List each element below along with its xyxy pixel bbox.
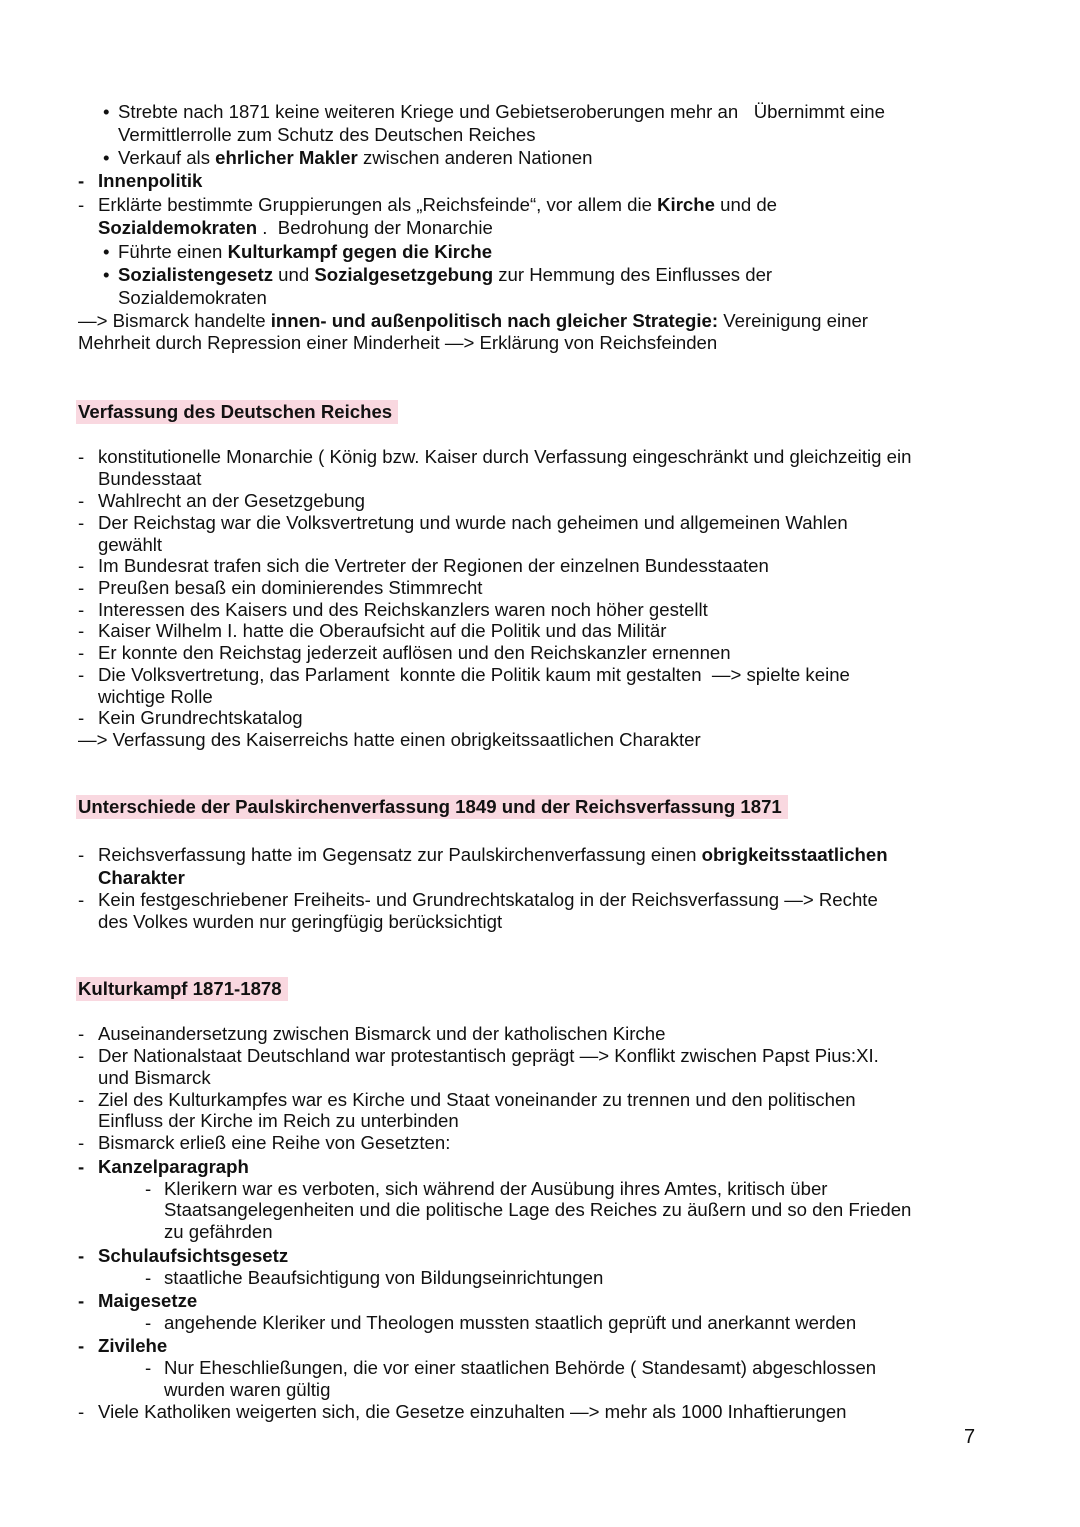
line-text — [98, 1023, 665, 1045]
line-text — [98, 446, 911, 468]
line-text — [164, 1221, 273, 1243]
line-text — [98, 555, 769, 577]
line-text — [98, 911, 502, 933]
line-text — [98, 217, 493, 239]
line-text — [98, 1045, 879, 1067]
line-text — [98, 1335, 167, 1357]
line-text — [118, 241, 492, 263]
text-segment: Bundesstaat — [98, 468, 202, 489]
text-segment: Interessen des Kaisers und des Reichskanzlers waren noch höher gestellt — [98, 599, 708, 620]
bold-text: ehrlicher Makler — [215, 147, 358, 168]
dash-marker: - — [145, 1267, 152, 1288]
text-segment: und Bismarck — [98, 1067, 211, 1088]
text-segment: Viele Katholiken weigerten sich, die Gesetze einzuhalten —> mehr als 1000 Inhaftierungen — [98, 1401, 847, 1422]
line-text — [98, 889, 878, 911]
text-segment: Einfluss der Kirche im Reich zu unterbinden — [98, 1110, 459, 1131]
line-text — [98, 512, 848, 534]
text-segment: Erklärte bestimmte Gruppierungen als „Reichsfeinde“, vor allem die — [98, 194, 658, 215]
line-text — [118, 264, 772, 286]
bold-text: Sozialdemokraten — [98, 217, 258, 238]
bold-text: Innenpolitik — [98, 170, 203, 191]
line-text — [164, 1357, 876, 1379]
text-segment: Auseinandersetzung zwischen Bismarck und der katholischen Kirche — [98, 1023, 666, 1044]
section-heading-kulturkampf: Kulturkampf 1871-1878 — [76, 977, 288, 1001]
text-segment: Vereinigung einer — [718, 310, 868, 331]
line-text — [98, 1089, 856, 1111]
dash-marker: - — [78, 1045, 85, 1066]
line-text — [98, 707, 303, 729]
text-segment: Führte einen — [118, 241, 228, 262]
line-text — [98, 664, 850, 686]
text-segment: angehende Kleriker und Theologen mussten staatlich geprüft und anerkannt werden — [164, 1312, 857, 1333]
text-segment: . Bedrohung der Monarchie — [257, 217, 493, 238]
dash-marker: - — [78, 1132, 85, 1153]
bullet-icon: • — [103, 264, 110, 285]
text-segment: Er konnte den Reichstag jederzeit auflösen und den Reichskanzler ernennen — [98, 642, 731, 663]
bold-text: Kirche — [657, 194, 715, 215]
bold-text: obrigkeitsstaatlichen — [701, 844, 888, 865]
line-text — [98, 194, 777, 216]
dash-marker: - — [78, 490, 85, 511]
text-segment: Sozialdemokraten — [118, 287, 267, 308]
text-segment: zur Hemmung des Einflusses der — [493, 264, 773, 285]
line-text — [98, 1401, 847, 1423]
bold-text: Schulaufsichtsgesetz — [98, 1245, 289, 1266]
text-segment: Vermittlerrolle zum Schutz des Deutschen Reiches — [118, 124, 536, 145]
text-segment: —> Verfassung des Kaiserreichs hatte einen obrigkeitssaatlichen Charakter — [78, 729, 701, 750]
section-heading-verfassung: Verfassung des Deutschen Reiches — [76, 400, 398, 424]
text-segment: Der Nationalstaat Deutschland war protestantisch geprägt —> Konflikt zwischen Papst Pius:XI. — [98, 1045, 879, 1066]
text-segment: Kein Grundrechtskatalog — [98, 707, 303, 728]
text-segment: gewählt — [98, 534, 163, 555]
line-text — [118, 124, 536, 146]
text-segment: und de — [714, 194, 778, 215]
bold-text: Sozialgesetzgebung — [314, 264, 494, 285]
text-segment: und — [273, 264, 315, 285]
line-text — [98, 642, 731, 664]
line-text — [78, 729, 701, 751]
line-text — [118, 101, 885, 123]
dash-marker: - — [78, 1089, 85, 1110]
section-heading-unterschiede: Unterschiede der Paulskirchenverfassung 1849 und der Reichsverfassung 1871 — [76, 795, 788, 819]
bold-text: innen- und außenpolitisch nach gleicher Strategie: — [270, 310, 719, 331]
dash-marker: - — [78, 170, 85, 191]
bullet-icon: • — [103, 241, 110, 262]
line-text — [118, 287, 267, 309]
dash-marker: - — [78, 555, 85, 576]
dash-marker: - — [78, 1401, 85, 1422]
dash-marker: - — [78, 446, 85, 467]
dash-marker: - — [78, 642, 85, 663]
bold-text: Kulturkampf gegen die Kirche — [227, 241, 493, 262]
line-text — [98, 577, 482, 599]
line-text — [98, 170, 202, 192]
line-text — [98, 1067, 211, 1089]
text-segment: Reichsverfassung hatte im Gegensatz zur Paulskirchenverfassung einen — [98, 844, 702, 865]
dash-marker: - — [78, 599, 85, 620]
text-segment: Der Reichstag war die Volksvertretung und wurde nach geheimen und allgemeinen Wahlen — [98, 512, 848, 533]
text-segment: Die Volksvertretung, das Parlament konnte die Politik kaum mit gestalten —> spielte keine — [98, 664, 850, 685]
text-segment: Im Bundesrat trafen sich die Vertreter der Regionen der einzelnen Bundesstaaten — [98, 555, 769, 576]
line-text — [164, 1312, 856, 1334]
line-text — [164, 1267, 603, 1289]
bullet-icon: • — [103, 101, 110, 122]
line-text — [118, 147, 592, 169]
text-segment: Nur Eheschließungen, die vor einer staatlichen Behörde ( Standesamt) abgeschlossen — [164, 1357, 877, 1378]
dash-marker: - — [78, 1335, 85, 1356]
text-segment: Kaiser Wilhelm I. hatte die Oberaufsicht auf die Politik und das Militär — [98, 620, 667, 641]
line-text — [98, 844, 888, 866]
line-text — [98, 468, 201, 490]
line-text — [98, 534, 162, 556]
dash-marker: - — [78, 1245, 85, 1266]
bold-text: Charakter — [98, 867, 185, 888]
line-text — [78, 332, 717, 354]
text-segment: zu gefährden — [164, 1221, 273, 1242]
dash-marker: - — [78, 664, 85, 685]
dash-marker: - — [78, 620, 85, 641]
text-segment: Staatsangelegenheiten und die politische Lage des Reiches zu äußern und so den Frieden — [164, 1199, 912, 1220]
line-text — [98, 1156, 249, 1178]
text-segment: des Volkes wurden nur geringfügig berücksichtigt — [98, 911, 503, 932]
text-segment: wichtige Rolle — [98, 686, 213, 707]
line-text — [98, 1245, 288, 1267]
dash-marker: - — [78, 889, 85, 910]
line-text — [164, 1199, 911, 1221]
bullet-icon: • — [103, 147, 110, 168]
dash-marker: - — [145, 1357, 152, 1378]
bold-text: Zivilehe — [98, 1335, 168, 1356]
text-segment: konstitutionelle Monarchie ( König bzw. Kaiser durch Verfassung eingeschränkt und gleichzeitig ein — [98, 446, 912, 467]
text-segment: staatliche Beaufsichtigung von Bildungseinrichtungen — [164, 1267, 604, 1288]
dash-marker: - — [78, 577, 85, 598]
dash-marker: - — [78, 1023, 85, 1044]
text-segment: Bismarck erließ eine Reihe von Gesetzten: — [98, 1132, 451, 1153]
bold-text: Sozialistengesetz — [118, 264, 273, 285]
text-segment: Klerikern war es verboten, sich während der Ausübung ihres Amtes, kritisch über — [164, 1178, 828, 1199]
dash-marker: - — [78, 707, 85, 728]
text-segment: —> Bismarck handelte — [78, 310, 271, 331]
line-text — [98, 867, 185, 889]
bold-text: Kanzelparagraph — [98, 1156, 249, 1177]
line-text — [98, 1132, 450, 1154]
text-segment: Preußen besaß ein dominierendes Stimmrecht — [98, 577, 483, 598]
dash-marker: - — [78, 194, 85, 215]
dash-marker: - — [78, 512, 85, 533]
line-text — [98, 490, 365, 512]
line-text — [164, 1379, 330, 1401]
dash-marker: - — [78, 1156, 85, 1177]
text-segment: wurden waren gültig — [164, 1379, 331, 1400]
dash-marker: - — [145, 1312, 152, 1333]
bold-text: Maigesetze — [98, 1290, 198, 1311]
text-segment: Kein festgeschriebener Freiheits- und Grundrechtskatalog in der Reichsverfassung —> Rechte — [98, 889, 878, 910]
line-text — [164, 1178, 828, 1200]
text-segment: zwischen anderen Nationen — [357, 147, 593, 168]
line-text — [98, 1290, 197, 1312]
dash-marker: - — [145, 1178, 152, 1199]
page-number: 7 — [964, 1426, 976, 1448]
dash-marker: - — [78, 1290, 85, 1311]
text-segment: Strebte nach 1871 keine weiteren Kriege und Gebietseroberungen mehr an Übernimmt eine — [118, 101, 885, 122]
text-segment: Ziel des Kulturkampfes war es Kirche und Staat voneinander zu trennen und den politischen — [98, 1089, 856, 1110]
text-segment: Verkauf als — [118, 147, 216, 168]
text-segment: Mehrheit durch Repression einer Minderheit —> Erklärung von Reichsfeinden — [78, 332, 718, 353]
line-text — [78, 310, 868, 332]
line-text — [98, 599, 708, 621]
line-text — [98, 1110, 459, 1132]
line-text — [98, 620, 666, 642]
text-segment: Wahlrecht an der Gesetzgebung — [98, 490, 366, 511]
line-text — [98, 686, 213, 708]
dash-marker: - — [78, 844, 85, 865]
